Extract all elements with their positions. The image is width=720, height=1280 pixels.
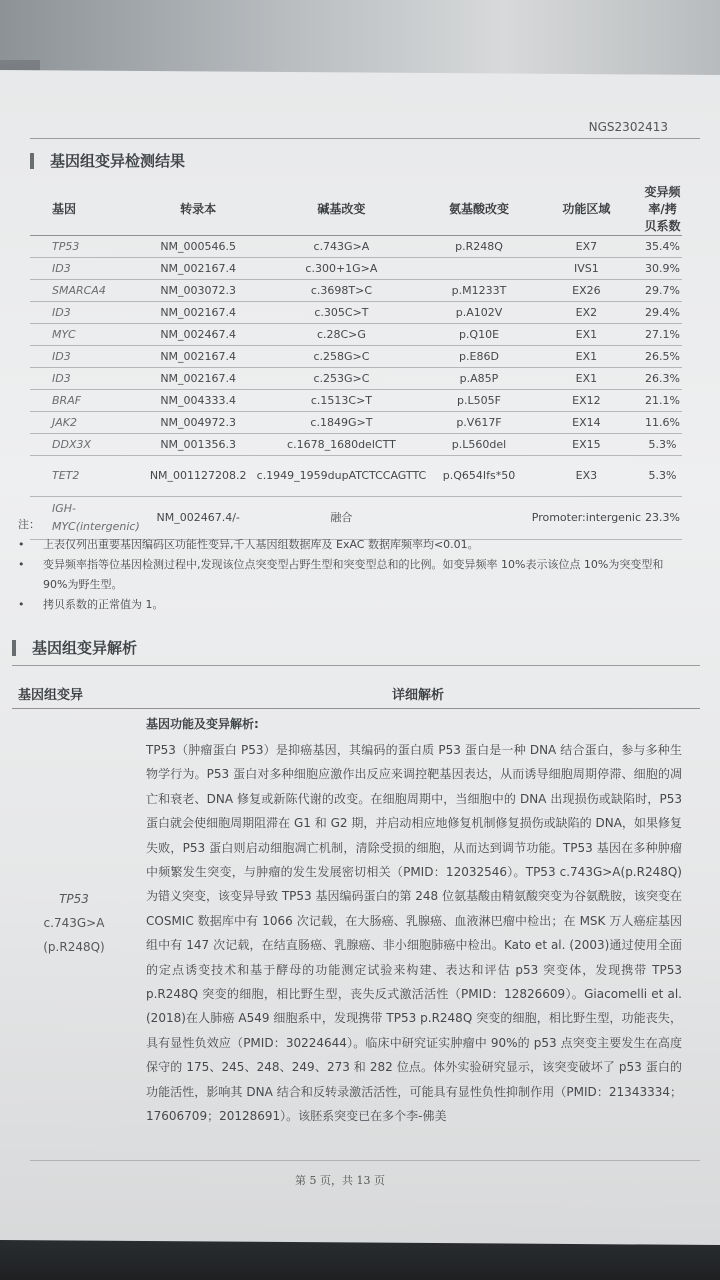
cell-transcript: NM_001127208.2 xyxy=(142,456,255,497)
cell-frequency: 26.5% xyxy=(643,346,682,368)
cell-region: EX15 xyxy=(530,434,643,456)
cell-aa-change: p.Q10E xyxy=(428,324,530,346)
col-header-detail: 详细解析 xyxy=(392,688,445,703)
cell-region: EX14 xyxy=(530,412,643,434)
cell-frequency: 29.7% xyxy=(643,280,682,302)
mutation-table xyxy=(30,182,682,540)
cell-transcript: NM_004333.4 xyxy=(142,390,255,412)
cell-transcript: NM_000546.5 xyxy=(142,236,255,258)
cell-frequency: 27.1% xyxy=(643,324,682,346)
note-text: 拷贝系数的正常值为 1。 xyxy=(43,598,164,611)
note-text: 变异频率指等位基因检测过程中,发现该位点突变型占野生型和突变型总和的比例。如变异频率 10%表示该位点 10%为突变型和 90%为野生型。 xyxy=(43,558,664,591)
table-row xyxy=(30,456,682,497)
cell-gene: TET2 xyxy=(30,456,142,497)
cell-frequency: 35.4% xyxy=(643,236,682,258)
table-row xyxy=(30,368,682,390)
cell-frequency: 5.3% xyxy=(643,456,682,497)
col-header-transcript: 转录本 xyxy=(142,182,255,236)
cell-aa-change: p.L505F xyxy=(428,390,530,412)
cell-gene: SMARCA4 xyxy=(30,280,142,302)
background-top xyxy=(0,0,720,75)
cell-transcript: NM_003072.3 xyxy=(142,280,255,302)
cell-transcript: NM_002167.4 xyxy=(142,258,255,280)
cell-base-change: 融合 xyxy=(255,497,429,540)
cell-aa-change: p.M1233T xyxy=(428,280,530,302)
cell-region: EX7 xyxy=(530,236,643,258)
cell-gene: MYC xyxy=(30,324,142,346)
cell-gene: JAK2 xyxy=(30,412,142,434)
cell-base-change: c.1678_1680delCTT xyxy=(255,434,429,456)
note-text: 上表仅列出重要基因编码区功能性变异,千人基因组数据库及 ExAC 数据库频率均<0.01。 xyxy=(43,538,479,551)
cell-gene: TP53 xyxy=(30,236,142,258)
cell-transcript: NM_002467.4 xyxy=(142,324,255,346)
table-row xyxy=(30,258,682,280)
cell-gene: ID3 xyxy=(30,368,142,390)
col-header-gene: 基因 xyxy=(30,182,142,236)
table-row xyxy=(30,302,682,324)
table-header-row xyxy=(30,182,682,236)
cell-base-change: c.28C>G xyxy=(255,324,429,346)
cell-region: EX1 xyxy=(530,368,643,390)
cell-aa-change: p.V617F xyxy=(428,412,530,434)
section-rule xyxy=(12,665,700,666)
cell-aa-change: p.E86D xyxy=(428,346,530,368)
cell-gene: BRAF xyxy=(30,390,142,412)
document-id: NGS2302413 xyxy=(588,120,668,134)
cell-gene: IGH-MYC(intergenic) xyxy=(30,497,142,540)
section-marker xyxy=(30,153,34,169)
analysis-header-row xyxy=(12,678,700,709)
cell-base-change: c.253G>C xyxy=(255,368,429,390)
notes-block xyxy=(18,515,678,615)
cell-region: EX1 xyxy=(530,346,643,368)
variant-label xyxy=(34,887,114,959)
cell-frequency: 29.4% xyxy=(643,302,682,324)
table-row xyxy=(30,412,682,434)
header-rule xyxy=(30,138,700,139)
cell-region: EX1 xyxy=(530,324,643,346)
cell-region: IVS1 xyxy=(530,258,643,280)
cell-transcript: NM_002167.4 xyxy=(142,302,255,324)
cell-frequency: 11.6% xyxy=(643,412,682,434)
cell-aa-change: p.A85P xyxy=(428,368,530,390)
col-header-variant: 基因组变异 xyxy=(18,688,84,703)
col-header-region: 功能区域 xyxy=(530,182,643,236)
col-header-frequency: 变异频率/拷贝系数 xyxy=(643,182,682,236)
cell-gene: ID3 xyxy=(30,346,142,368)
cell-base-change: c.300+1G>A xyxy=(255,258,429,280)
table-row xyxy=(30,346,682,368)
table-row xyxy=(30,280,682,302)
section-title-text: 基因组变异解析 xyxy=(32,639,138,657)
cell-frequency: 5.3% xyxy=(643,434,682,456)
table-row xyxy=(30,434,682,456)
note-item: • 拷贝系数的正常值为 1。 xyxy=(18,595,678,615)
cell-transcript: NM_002467.4/- xyxy=(142,497,255,540)
col-header-aa-change: 氨基酸改变 xyxy=(428,182,530,236)
variant-aa: (p.R248Q) xyxy=(43,940,105,954)
cell-gene: ID3 xyxy=(30,302,142,324)
cell-region: EX2 xyxy=(530,302,643,324)
note-item: • 变异频率指等位基因检测过程中,发现该位点突变型占野生型和突变型总和的比例。如变异频率 10%表示该位点 10%为突变型和 90%为野生型。 xyxy=(18,555,678,595)
section-marker xyxy=(12,640,16,656)
col-header-base-change: 碱基改变 xyxy=(255,182,429,236)
cell-gene: ID3 xyxy=(30,258,142,280)
cell-base-change: c.258G>C xyxy=(255,346,429,368)
section-title-results xyxy=(30,150,185,171)
table-row xyxy=(30,324,682,346)
table-row xyxy=(30,390,682,412)
cell-transcript: NM_001356.3 xyxy=(142,434,255,456)
cell-aa-change: p.A102V xyxy=(428,302,530,324)
section-title-text: 基因组变异检测结果 xyxy=(50,152,186,170)
cell-frequency: 21.1% xyxy=(643,390,682,412)
cell-transcript: NM_002167.4 xyxy=(142,368,255,390)
cell-base-change: c.1849G>T xyxy=(255,412,429,434)
cell-aa-change: p.L560del xyxy=(428,434,530,456)
cell-gene: DDX3X xyxy=(30,434,142,456)
cell-aa-change xyxy=(428,258,530,280)
cell-transcript: NM_004972.3 xyxy=(142,412,255,434)
footer-rule xyxy=(30,1160,700,1161)
cell-frequency: 30.9% xyxy=(643,258,682,280)
table-row xyxy=(30,236,682,258)
section-title-analysis xyxy=(12,637,137,658)
cell-region: EX12 xyxy=(530,390,643,412)
detail-text: TP53（肿瘤蛋白 P53）是抑癌基因，其编码的蛋白质 P53 蛋白是一种 DNA 结合蛋白，参与多种生物学行为。P53 蛋白对多种细胞应激作出反应来调控靶基因表达，从而诱导细胞周期停滞、细胞的凋亡和衰老、DNA 修复或新陈代谢的改变。在细胞周期中，当细胞中的 DNA 出现损伤或缺陷时，P53 蛋白就会使细胞周期阻滞在 G1 和 G2 期，并启动相应地修复机制修复损伤或缺陷的 DNA，如果修复失败，P53 蛋白则启动细胞凋亡机制，清除受损的细胞，从而达到调节功能。TP53 基因在多种肿瘤中频繁发生突变，与肿瘤的发生发展密切相关（PMID：12032546）。TP53 c.743G>A(p.R248Q)为错义突变，该变异导致 TP53 基因编码蛋白的第 248 位氨基酸由精氨酸突变为谷氨酰胺，该突变在 COSMIC 数据库中有 1066 次记载，在大肠癌、乳腺癌、血液淋巴瘤中检出；在 MSK 万人癌症基因组中有 147 次记载，在结直肠癌、乳腺癌、非小细胞肺癌中检出。Kato et al. (2003)通过使用全面的定点诱变技术和基于酵母的功能测定试验来构建、表达和评估 p53 突变体，发现携带 TP53 p.R248Q 突变的细胞，相比野生型，丧失反式激活活性（PMID：12826609）。Giacomelli et al. (2018)在人肺癌 A549 细胞系中，发现携带 TP53 p.R248Q 突变的细胞，相比野生型，功能丧失，具有显性负效应（PMID：30224644）。临床中研究证实肿瘤中 90%的 p53 点突变主要发生在高度保守的 175、245、248、249、273 和 282 位点。体外实验研究显示，该突变破坏了 p53 蛋白的功能活性，影响其 DNA 结合和反转录激活活性，可能具有显性负性抑制作用（PMID：21343334；17606709；20128691）。该胚系突变已在多个李-佛美 xyxy=(146,743,683,1124)
cell-base-change: c.3698T>C xyxy=(255,280,429,302)
note-item: • 上表仅列出重要基因编码区功能性变异,千人基因组数据库及 ExAC 数据库频率均<0.01。 xyxy=(18,535,678,555)
detail-heading: 基因功能及变异解析: xyxy=(146,717,259,731)
cell-frequency: 23.3% xyxy=(643,497,682,540)
cell-transcript: NM_002167.4 xyxy=(142,346,255,368)
notes-label: 注： xyxy=(18,518,40,531)
cell-aa-change: p.Q654Ifs*50 xyxy=(428,456,530,497)
cell-region: Promoter:intergenic xyxy=(530,497,643,540)
variant-change: c.743G>A xyxy=(43,916,105,930)
cell-frequency: 26.3% xyxy=(643,368,682,390)
cell-region: EX3 xyxy=(530,456,643,497)
variant-gene: TP53 xyxy=(59,892,89,906)
page-footer: 第 5 页，共 13 页 xyxy=(295,1174,385,1187)
cell-aa-change: p.R248Q xyxy=(428,236,530,258)
cell-base-change: c.1513C>T xyxy=(255,390,429,412)
cell-base-change: c.1949_1959dupATCTCCAGTTC xyxy=(255,456,429,497)
cell-base-change: c.743G>A xyxy=(255,236,429,258)
cell-base-change: c.305C>T xyxy=(255,302,429,324)
cell-region: EX26 xyxy=(530,280,643,302)
